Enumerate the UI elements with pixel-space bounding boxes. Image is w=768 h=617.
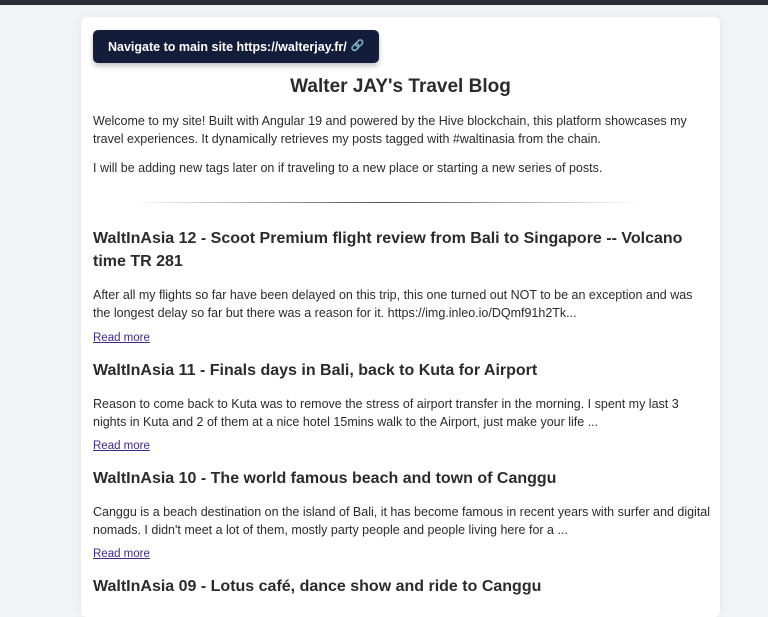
post-excerpt: After all my flights so far have been delayed on this trip, this one turned out NOT to be an exception and was the longest delay so far but there was a reason for it. https://img.inleo.io/DQmf91h2Tk... [93, 288, 693, 320]
intro-note: I will be adding new tags later on if traveling to a new place or starting a new series of posts. [93, 161, 603, 175]
link-icon: 🔗 [350, 40, 365, 52]
main-site-button[interactable] [93, 30, 379, 63]
post-title[interactable]: WaltInAsia 09 - Lotus café, dance show and ride to Canggu [93, 578, 542, 595]
intro-paragraph: Welcome to my site! Built with Angular 19 and powered by the Hive blockchain, this platform showcases my travel experiences. It dynamically retrieves my posts tagged with #waltinasia from the chain. [93, 114, 687, 146]
post-excerpt: Reason to come back to Kuta was to remove the stress of airport transfer in the morning. I spent my last 3 nights in Kuta and 2 of them at a nice hotel 15mins walk to the Airport, just make your life ... [93, 397, 679, 429]
top-bar [0, 0, 768, 5]
post-title[interactable]: WaltInAsia 12 - Scoot Premium flight review from Bali to Singapore -- Volcano time TR 281 [93, 230, 683, 270]
divider [131, 202, 641, 203]
read-more-link[interactable]: Read more [93, 440, 150, 452]
read-more-link[interactable]: Read more [93, 548, 150, 560]
blog-card [81, 17, 720, 617]
read-more-link[interactable]: Read more [93, 332, 150, 344]
post-title[interactable]: WaltInAsia 11 - Finals days in Bali, back to Kuta for Airport [93, 362, 538, 379]
post-title[interactable]: WaltInAsia 10 - The world famous beach and town of Canggu [93, 470, 557, 487]
post-excerpt: Canggu is a beach destination on the island of Bali, it has become famous in recent years with surfer and digital nomads. I didn't meet a lot of them, mostly party people and people living here for a ... [93, 505, 711, 537]
page-title: Walter JAY's Travel Blog [290, 76, 511, 97]
main-site-button-label: Navigate to main site https://walterjay.fr/ [108, 39, 347, 54]
